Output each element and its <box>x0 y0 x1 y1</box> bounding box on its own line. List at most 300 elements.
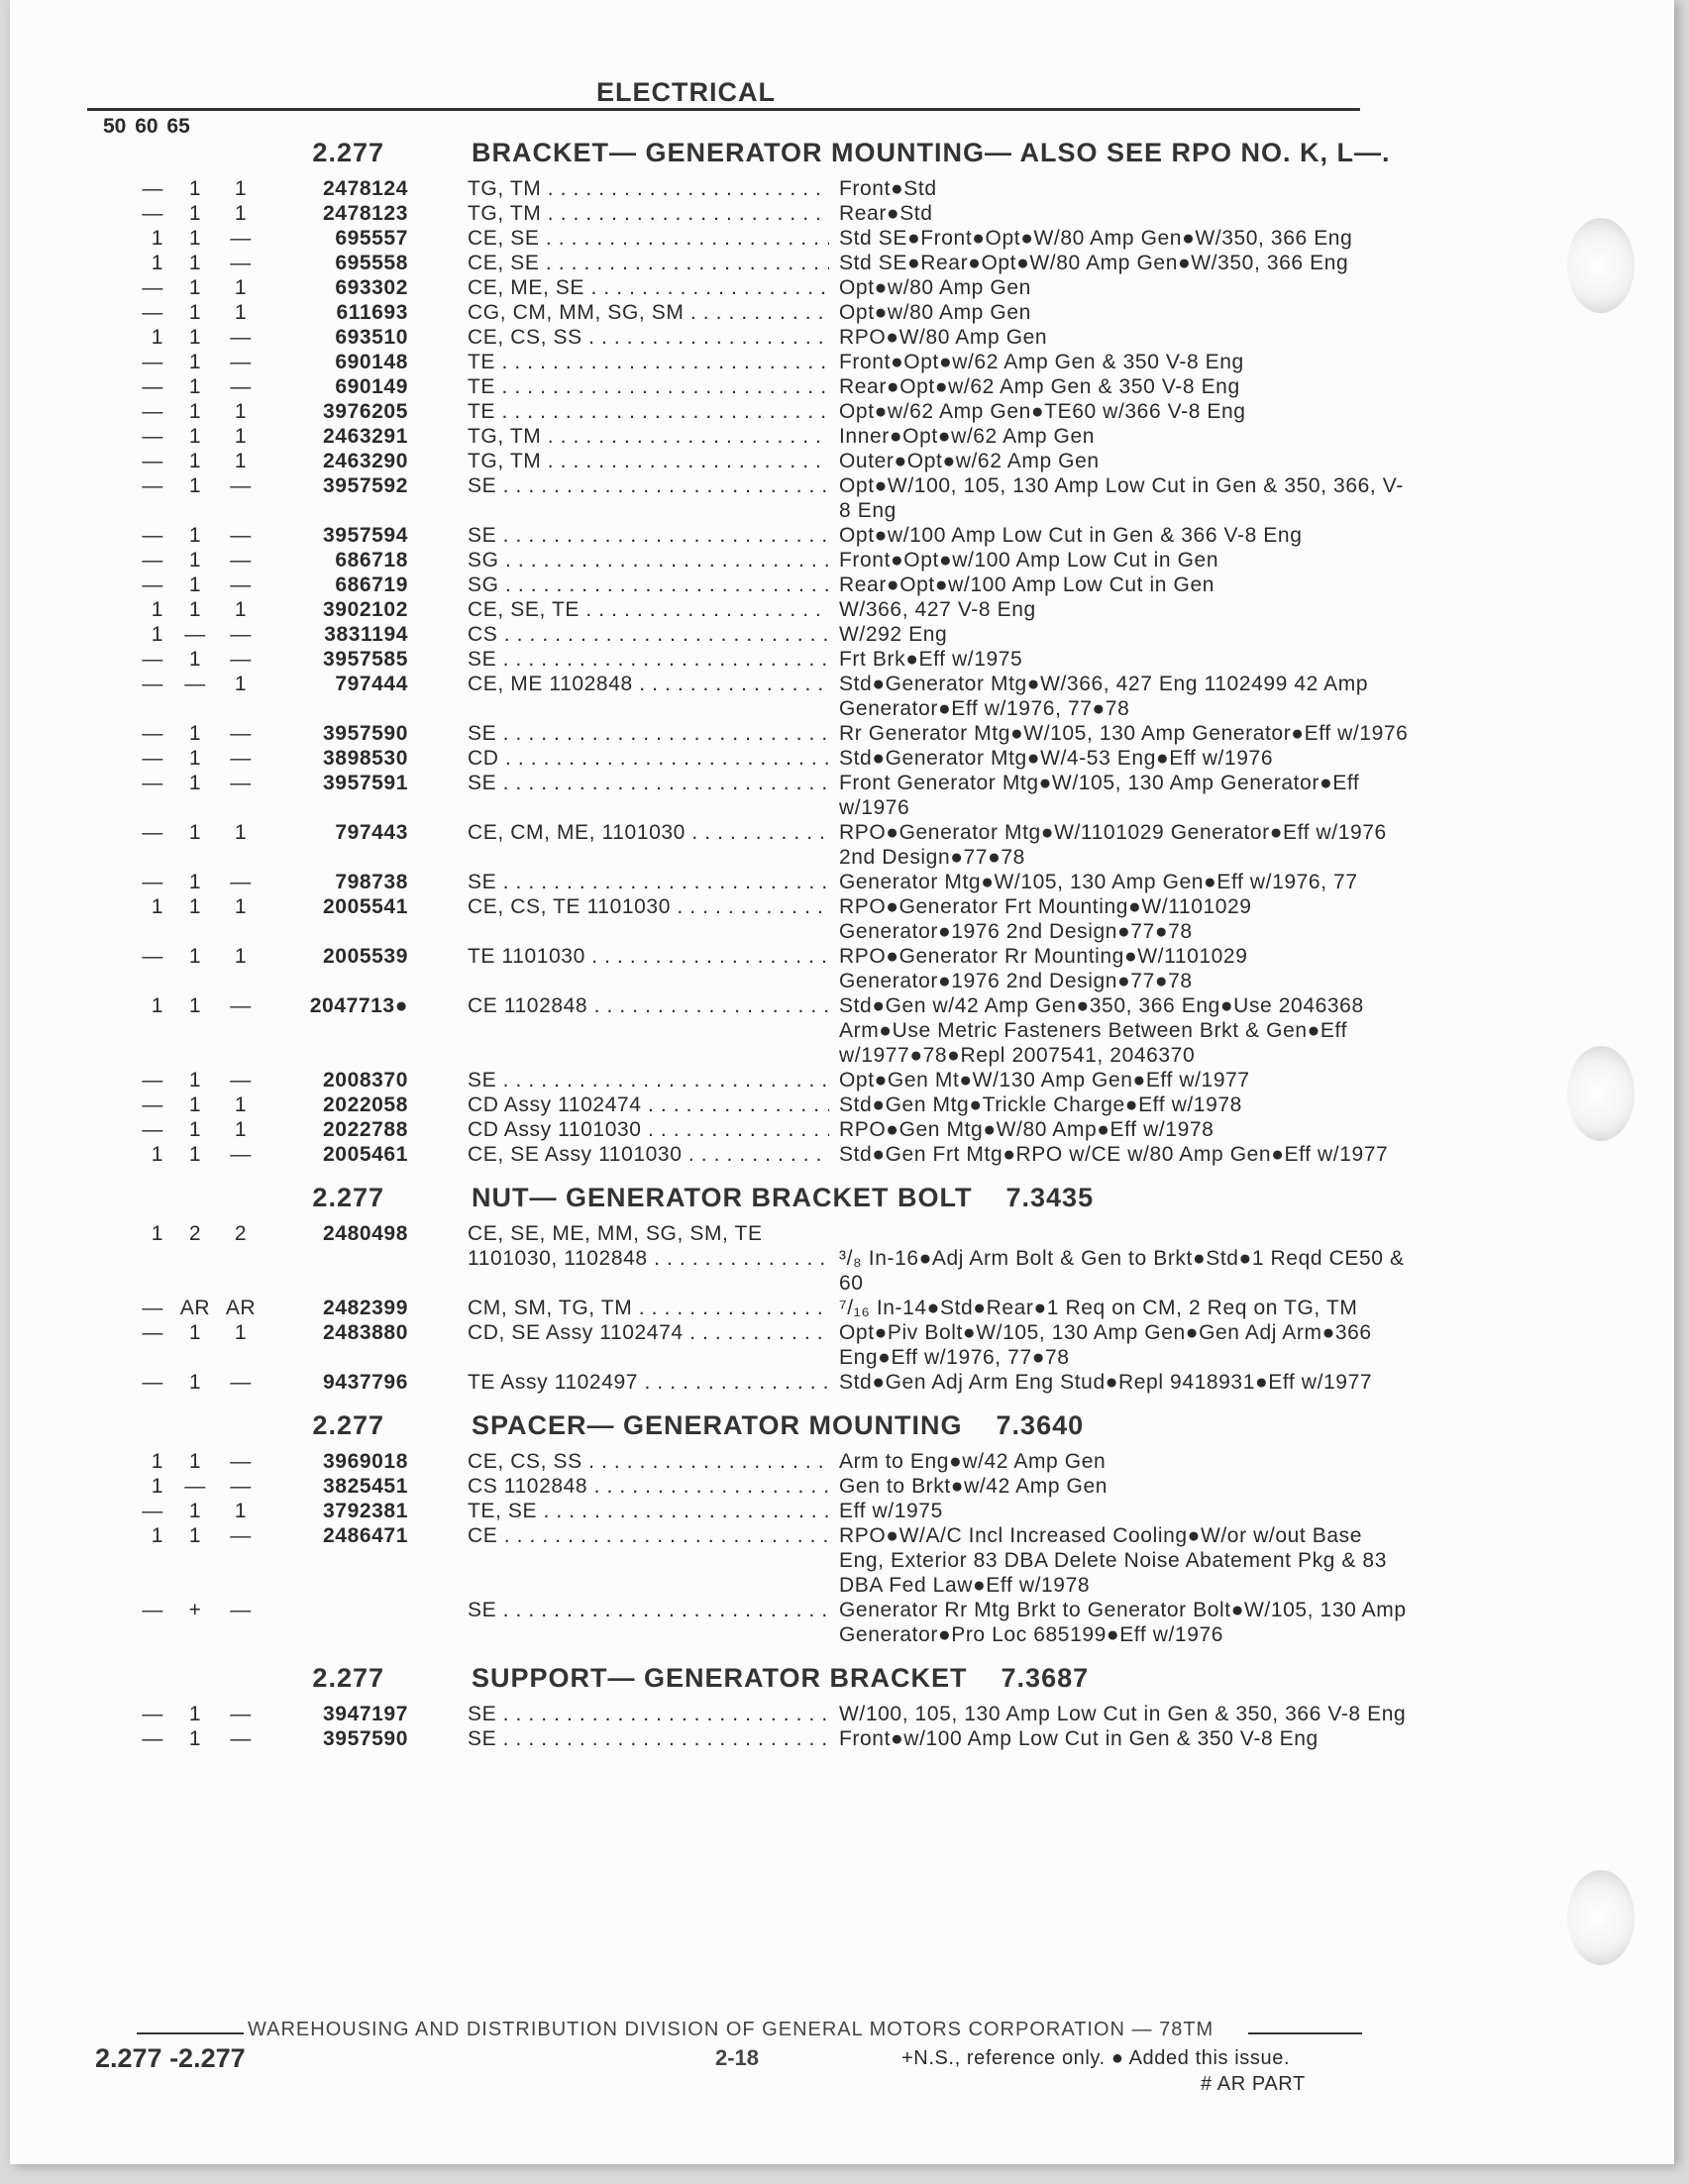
qty-1950: 1 <box>151 1475 163 1498</box>
qty-1960: 1 <box>188 450 202 472</box>
model-codes: SE . . . <box>468 1702 829 1726</box>
model-codes: SE . . . <box>468 870 829 894</box>
part-row <box>10 449 1689 473</box>
qty-1960: 1 <box>188 1371 202 1394</box>
model-codes: SE . . . <box>468 523 829 548</box>
part-number: 690148 <box>335 351 408 373</box>
part-row <box>10 1449 1689 1474</box>
model-codes: CM, SM, TG, TM . . . <box>468 1296 829 1320</box>
part-row <box>10 746 1689 771</box>
qty-1950: — <box>142 871 163 893</box>
qty-1950: — <box>142 747 163 770</box>
part-number: 3898530 <box>323 747 408 770</box>
qty-1960: 1 <box>188 177 202 200</box>
section-title: SUPPORT— GENERATOR BRACKET <box>472 1663 968 1693</box>
qty-1965: 1 <box>234 400 248 423</box>
model-codes: SE . . . <box>468 473 829 523</box>
section-header <box>10 140 1689 166</box>
part-row <box>10 1296 1689 1320</box>
part-number: 2486471 <box>323 1524 408 1547</box>
qty-1960: 1 <box>188 1500 202 1522</box>
qty-1960: 1 <box>188 351 202 373</box>
part-description: ⁷/₁₆ In-14●Std●Rear●1 Req on CM, 2 Req on TG, TM <box>839 1297 1358 1319</box>
qty-1950: — <box>142 772 163 794</box>
section-number: 2.277 <box>312 1663 384 1693</box>
qty-1950: — <box>142 400 163 423</box>
part-number: 2005541 <box>323 895 408 918</box>
qty-1950: 1 <box>151 994 163 1017</box>
qty-1950: — <box>142 450 163 472</box>
qty-1960: 1 <box>188 1069 202 1092</box>
qty-1960: 1 <box>188 400 202 423</box>
section-title-text: BRACKET— GENERATOR MOUNTING— ALSO SEE RPO NO. K, L—. <box>472 138 1391 167</box>
part-number: 2482399 <box>323 1297 408 1319</box>
part-row <box>10 1474 1689 1499</box>
model-codes: TE, SE . . . <box>468 1499 829 1523</box>
part-number <box>260 1598 408 1647</box>
part-row <box>10 275 1689 300</box>
model-codes: SE . . . <box>468 721 829 746</box>
part-description: RPO●Generator Rr Mounting●W/1101029 Generator●1976 2nd Design●77●78 <box>839 945 1248 992</box>
section-header <box>10 1412 1689 1439</box>
part-description: Arm to Eng●w/42 Amp Gen <box>839 1450 1107 1473</box>
qty-1965: 1 <box>234 202 248 225</box>
qty-1965: — <box>230 549 252 572</box>
qty-1965: — <box>230 772 252 794</box>
section-number: 2.277 <box>312 1410 384 1440</box>
qty-1950: — <box>142 573 163 596</box>
part-row <box>10 473 1689 523</box>
model-codes: CD Assy 1101030 . . . <box>468 1117 829 1142</box>
part-number: 695557 <box>335 227 408 250</box>
part-row <box>10 1598 1689 1647</box>
part-number: 3831194 <box>324 623 408 646</box>
part-number: 2008370 <box>323 1069 408 1092</box>
qty-1965: 1 <box>234 177 248 200</box>
part-row <box>10 597 1689 622</box>
qty-1950: — <box>142 276 163 299</box>
part-description: Std●Gen Frt Mtg●RPO w/CE w/80 Amp Gen●Eff w/1977 <box>839 1143 1389 1166</box>
part-row <box>10 944 1689 993</box>
qty-1960: — <box>184 1475 206 1498</box>
qty-1960: 1 <box>188 202 202 225</box>
qty-1960: 1 <box>188 722 202 745</box>
part-number: 3957590 <box>323 722 408 745</box>
qty-1965: — <box>230 1524 252 1547</box>
model-codes: CD Assy 1102474 . . . <box>468 1092 829 1117</box>
model-codes: CE, CM, ME, 1101030 . . . <box>468 820 829 870</box>
qty-1965: — <box>230 1371 252 1394</box>
model-codes-line2: 1101030, 1102848 . . . <box>468 1246 829 1271</box>
part-number: 690149 <box>335 375 408 398</box>
qty-1965: — <box>230 351 252 373</box>
part-description: Opt●w/62 Amp Gen●TE60 w/366 V-8 Eng <box>839 400 1246 423</box>
qty-1965: — <box>230 722 252 745</box>
part-number: 686719 <box>335 573 408 596</box>
qty-1960: 1 <box>188 1703 202 1725</box>
qty-1950: — <box>142 202 163 225</box>
qty-1965: — <box>230 1727 252 1750</box>
qty-1950: — <box>142 524 163 547</box>
model-codes: TG, TM . . . <box>468 449 829 473</box>
part-description: RPO●W/A/C Incl Increased Cooling●W/or w/out Base Eng, Exterior 83 DBA Delete Noise Abatement Pkg & 83 DBA Fed Law●Eff w/1978 <box>839 1524 1387 1597</box>
part-number: 2480498 <box>323 1222 408 1245</box>
part-description: Opt●w/100 Amp Low Cut in Gen & 366 V-8 Eng <box>839 524 1303 547</box>
part-description: RPO●Generator Mtg●W/1101029 Generator●Eff w/1976 2nd Design●77●78 <box>839 821 1387 869</box>
qty-1960: 1 <box>188 326 202 349</box>
part-description: Rear●Std <box>839 202 933 225</box>
binder-hole <box>1567 1870 1635 1965</box>
part-row <box>10 993 1689 1068</box>
model-codes <box>468 1221 829 1296</box>
qty-1960: 1 <box>188 1093 202 1116</box>
qty-1965: — <box>230 573 252 596</box>
qty-1950: — <box>142 722 163 745</box>
qty-1950: — <box>142 945 163 968</box>
part-description: Rr Generator Mtg●W/105, 130 Amp Generator●Eff w/1976 <box>839 722 1409 745</box>
section-number: 2.277 <box>312 1183 384 1212</box>
model-codes: TE 1101030 . . . <box>468 944 829 993</box>
qty-1950: — <box>142 1069 163 1092</box>
model-codes: SE . . . <box>468 1726 829 1751</box>
qty-1960: 1 <box>188 895 202 918</box>
qty-1960: 1 <box>188 1143 202 1166</box>
part-row <box>10 771 1689 820</box>
part-number: 3976205 <box>323 400 408 423</box>
qty-1965: 1 <box>234 945 248 968</box>
qty-1950: — <box>142 177 163 200</box>
part-row <box>10 226 1689 251</box>
qty-1965: 1 <box>234 1093 248 1116</box>
qty-1960: 1 <box>188 772 202 794</box>
qty-1950: — <box>142 1500 163 1522</box>
footer-rule-right <box>1248 2032 1362 2034</box>
qty-1950: 1 <box>151 1143 163 1166</box>
page-code: 2.277 -2.277 <box>95 2043 246 2073</box>
part-number: 3957591 <box>323 772 408 794</box>
qty-1960: 1 <box>188 945 202 968</box>
qty-1960: 1 <box>188 648 202 671</box>
qty-1960: + <box>188 1599 202 1621</box>
part-row <box>10 1092 1689 1117</box>
model-codes: TE . . . <box>468 374 829 399</box>
part-number: 611693 <box>336 301 408 324</box>
qty-1950: 1 <box>151 1222 163 1245</box>
footer-note: +N.S., reference only. ● Added this issue. <box>901 2047 1291 2069</box>
part-description: W/366, 427 V-8 Eng <box>839 598 1036 621</box>
part-number: 3957594 <box>323 524 408 547</box>
model-codes: CE, SE Assy 1101030 . . . <box>468 1142 829 1167</box>
part-row <box>10 672 1689 721</box>
part-description: Front●Opt●w/100 Amp Low Cut in Gen <box>839 549 1219 572</box>
part-row <box>10 325 1689 350</box>
model-codes: CG, CM, MM, SG, SM . . . <box>468 300 829 325</box>
qty-1950: — <box>142 301 163 324</box>
part-number: 798738 <box>335 871 408 893</box>
part-number: 2022788 <box>323 1118 408 1141</box>
part-row <box>10 820 1689 870</box>
part-description: Front●Opt●w/62 Amp Gen & 350 V-8 Eng <box>839 351 1244 373</box>
part-row <box>10 1320 1689 1370</box>
qty-1950: 1 <box>151 252 163 274</box>
model-codes: CS . . . <box>468 622 829 647</box>
qty-1960: 1 <box>188 747 202 770</box>
part-number: 2478124 <box>323 177 408 200</box>
qty-1960: 1 <box>188 425 202 448</box>
part-number: 686718 <box>335 549 408 572</box>
part-row <box>10 572 1689 597</box>
qty-1960: AR <box>179 1297 211 1319</box>
qty-1965: 1 <box>234 895 248 918</box>
part-number: 695558 <box>335 252 408 274</box>
qty-1965: 1 <box>234 821 248 844</box>
qty-1965: 1 <box>234 276 248 299</box>
qty-1965: — <box>230 1475 252 1498</box>
qty-1960: 1 <box>188 598 202 621</box>
part-number: 3825451 <box>323 1475 408 1498</box>
part-number: 2463290 <box>323 450 408 472</box>
qty-1965: 1 <box>234 450 248 472</box>
qty-1950: — <box>142 1118 163 1141</box>
part-number: 2483880 <box>323 1321 408 1344</box>
qty-1965: 1 <box>234 598 248 621</box>
part-description: RPO●Gen Mtg●W/80 Amp●Eff w/1978 <box>839 1118 1214 1141</box>
part-description: Gen to Brkt●w/42 Amp Gen <box>839 1475 1108 1498</box>
part-number: 3957585 <box>323 648 408 671</box>
qty-1965: — <box>230 1143 252 1166</box>
model-codes: SG . . . <box>468 548 829 572</box>
section-ref: 7.3640 <box>996 1410 1085 1440</box>
part-row <box>10 870 1689 894</box>
qty-1965: — <box>230 375 252 398</box>
part-description: W/100, 105, 130 Amp Low Cut in Gen & 350, 366 V-8 Eng <box>839 1703 1407 1725</box>
part-row <box>10 1370 1689 1395</box>
section-title: NUT— GENERATOR BRACKET BOLT <box>472 1183 973 1212</box>
model-codes: CE, ME 1102848 . . . <box>468 672 829 721</box>
qty-1950: 1 <box>151 598 163 621</box>
part-description: ³/₈ In-16●Adj Arm Bolt & Gen to Brkt●Std●1 Reqd CE50 & 60 <box>839 1247 1405 1295</box>
part-number: 2005539 <box>323 945 408 968</box>
part-row <box>10 1117 1689 1142</box>
part-row <box>10 894 1689 944</box>
part-row <box>10 647 1689 672</box>
model-codes: CD . . . <box>468 746 829 771</box>
model-codes: CE, SE . . . <box>468 251 829 275</box>
part-description: Std●Gen Mtg●Trickle Charge●Eff w/1978 <box>839 1093 1242 1116</box>
qty-1960: — <box>184 623 206 646</box>
part-description: Opt●Gen Mt●W/130 Amp Gen●Eff w/1977 <box>839 1069 1250 1092</box>
qty-1965: — <box>230 994 252 1017</box>
qty-1950: — <box>142 425 163 448</box>
part-number: 693302 <box>335 276 408 299</box>
page-header: ELECTRICAL <box>596 77 776 107</box>
qty-1950: 1 <box>151 1450 163 1473</box>
part-description: Std●Generator Mtg●W/4-53 Eng●Eff w/1976 <box>839 747 1274 770</box>
qty-1965: — <box>230 871 252 893</box>
part-description: Generator Rr Mtg Brkt to Generator Bolt●W/105, 130 Amp Generator●Pro Loc 685199●Eff w/1976 <box>839 1599 1407 1646</box>
qty-1950: 1 <box>151 1524 163 1547</box>
part-number: 797443 <box>335 821 408 844</box>
qty-1965: AR <box>225 1297 257 1319</box>
qty-1950: — <box>142 375 163 398</box>
part-description: W/292 Eng <box>839 623 948 646</box>
qty-1950: — <box>142 821 163 844</box>
qty-1950: — <box>142 351 163 373</box>
model-codes: TG, TM . . . <box>468 176 829 201</box>
model-codes: CD, SE Assy 1102474 . . . <box>468 1320 829 1370</box>
qty-1960: 1 <box>188 1450 202 1473</box>
qty-1950: 1 <box>151 227 163 250</box>
qty-1960: 1 <box>188 474 202 497</box>
part-row <box>10 176 1689 201</box>
qty-1950: — <box>142 1599 163 1621</box>
model-codes: TE Assy 1102497 . . . <box>468 1370 829 1395</box>
part-row <box>10 399 1689 424</box>
qty-1950: — <box>142 1703 163 1725</box>
part-row <box>10 1142 1689 1167</box>
part-description: Outer●Opt●w/62 Amp Gen <box>839 450 1100 472</box>
model-codes: TG, TM . . . <box>468 424 829 449</box>
part-description: Front Generator Mtg●W/105, 130 Amp Generator●Eff w/1976 <box>839 772 1360 819</box>
part-description: Std SE●Front●Opt●W/80 Amp Gen●W/350, 366 Eng <box>839 227 1353 250</box>
qty-1965: — <box>230 524 252 547</box>
qty-1950: — <box>142 673 163 695</box>
part-description: Std SE●Rear●Opt●W/80 Amp Gen●W/350, 366 Eng <box>839 252 1349 274</box>
model-codes: CE 1102848 . . . <box>468 993 829 1068</box>
qty-1960: — <box>184 673 206 695</box>
parts-list <box>10 140 1689 1751</box>
part-row <box>10 1068 1689 1092</box>
section-ref: 7.3687 <box>1001 1663 1090 1693</box>
part-row <box>10 548 1689 572</box>
qty-1965: — <box>230 474 252 497</box>
qty-1965: — <box>230 326 252 349</box>
qty-1960: 1 <box>188 375 202 398</box>
qty-1960: 1 <box>188 1321 202 1344</box>
part-number: 3957590 <box>323 1727 408 1750</box>
model-codes: SE . . . <box>468 1068 829 1092</box>
qty-1965: 1 <box>234 425 248 448</box>
part-description: Opt●Piv Bolt●W/105, 130 Amp Gen●Gen Adj Arm●366 Eng●Eff w/1976, 77●78 <box>839 1321 1372 1369</box>
catalog-page <box>10 0 1674 2164</box>
qty-1965: — <box>230 1703 252 1725</box>
qty-1965: — <box>230 648 252 671</box>
model-codes: SG . . . <box>468 572 829 597</box>
part-description: Generator Mtg●W/105, 130 Amp Gen●Eff w/1976, 77 <box>839 871 1358 893</box>
qty-1960: 1 <box>188 871 202 893</box>
qty-1965: — <box>230 747 252 770</box>
model-codes: SE . . . <box>468 647 829 672</box>
part-number: 2047713● <box>309 994 408 1017</box>
qty-1965: — <box>230 623 252 646</box>
part-number: 3902102 <box>323 598 408 621</box>
part-row <box>10 1221 1689 1296</box>
part-description: RPO●Generator Frt Mounting●W/1101029 Generator●1976 2nd Design●77●78 <box>839 895 1252 943</box>
part-row <box>10 523 1689 548</box>
header-rule <box>87 108 1360 111</box>
qty-1950: — <box>142 648 163 671</box>
qty-1960: 1 <box>188 524 202 547</box>
model-codes: CE, SE . . . <box>468 226 829 251</box>
part-row <box>10 300 1689 325</box>
model-codes: CS 1102848 . . . <box>468 1474 829 1499</box>
model-codes: TE . . . <box>468 399 829 424</box>
part-number: 3957592 <box>323 474 408 497</box>
qty-1950: — <box>142 474 163 497</box>
qty-1950: — <box>142 1727 163 1750</box>
model-codes: TE . . . <box>468 350 829 374</box>
qty-1960: 1 <box>188 573 202 596</box>
part-row <box>10 1523 1689 1598</box>
part-number: 2478123 <box>323 202 408 225</box>
part-description: Frt Brk●Eff w/1975 <box>839 648 1023 671</box>
part-row <box>10 251 1689 275</box>
part-description: Rear●Opt●w/62 Amp Gen & 350 V-8 Eng <box>839 375 1240 398</box>
qty-1950: — <box>142 1297 163 1319</box>
part-number: 2005461 <box>323 1143 408 1166</box>
model-codes: SE . . . <box>468 1598 829 1647</box>
part-row <box>10 622 1689 647</box>
part-row <box>10 424 1689 449</box>
qty-1950: 1 <box>151 326 163 349</box>
part-description: Opt●W/100, 105, 130 Amp Low Cut in Gen & 350, 366, V-8 Eng <box>839 474 1404 522</box>
part-row <box>10 721 1689 746</box>
part-row <box>10 374 1689 399</box>
part-description: RPO●W/80 Amp Gen <box>839 326 1048 349</box>
qty-1960: 1 <box>188 994 202 1017</box>
footer-rule-left <box>137 2032 244 2034</box>
qty-1960: 1 <box>188 227 202 250</box>
part-number: 797444 <box>335 673 408 695</box>
qty-1960: 1 <box>188 549 202 572</box>
footer-note-ar: # AR PART <box>1201 2073 1306 2095</box>
part-description: Eff w/1975 <box>839 1500 943 1522</box>
part-row <box>10 1499 1689 1523</box>
qty-1960: 1 <box>188 301 202 324</box>
section-title: SPACER— GENERATOR MOUNTING <box>472 1410 963 1440</box>
qty-1960: 1 <box>188 1524 202 1547</box>
model-codes: CE . . . <box>468 1523 829 1598</box>
model-codes-line1: CE, SE, ME, MM, SG, SM, TE <box>468 1222 763 1245</box>
section-ref: 7.3435 <box>1005 1183 1095 1212</box>
qty-1965: 2 <box>234 1222 248 1245</box>
qty-1960: 1 <box>188 252 202 274</box>
model-codes: CE, ME, SE . . . <box>468 275 829 300</box>
part-number: 9437796 <box>323 1371 408 1394</box>
qty-1950: — <box>142 549 163 572</box>
qty-1965: 1 <box>234 1500 248 1522</box>
qty-1950: — <box>142 1093 163 1116</box>
qty-1965: — <box>230 1069 252 1092</box>
qty-1965: — <box>230 227 252 250</box>
part-description: Std●Gen Adj Arm Eng Stud●Repl 9418931●Eff w/1977 <box>839 1371 1373 1394</box>
qty-1960: 1 <box>188 821 202 844</box>
qty-1965: 1 <box>234 673 248 695</box>
part-number: 3947197 <box>323 1703 408 1725</box>
qty-1950: 1 <box>151 895 163 918</box>
model-codes: SE . . . <box>468 771 829 820</box>
part-number: 2022058 <box>323 1093 408 1116</box>
qty-1960: 1 <box>188 1118 202 1141</box>
model-codes: CE, SE, TE . . . <box>468 597 829 622</box>
model-codes: CE, CS, SS . . . <box>468 325 829 350</box>
part-number: 2463291 <box>323 425 408 448</box>
qty-1960: 2 <box>188 1222 202 1245</box>
part-description: Std●Generator Mtg●W/366, 427 Eng 1102499 42 Amp Generator●Eff w/1976, 77●78 <box>839 673 1369 720</box>
qty-1950: — <box>142 1371 163 1394</box>
part-row <box>10 350 1689 374</box>
part-number: 3969018 <box>323 1450 408 1473</box>
